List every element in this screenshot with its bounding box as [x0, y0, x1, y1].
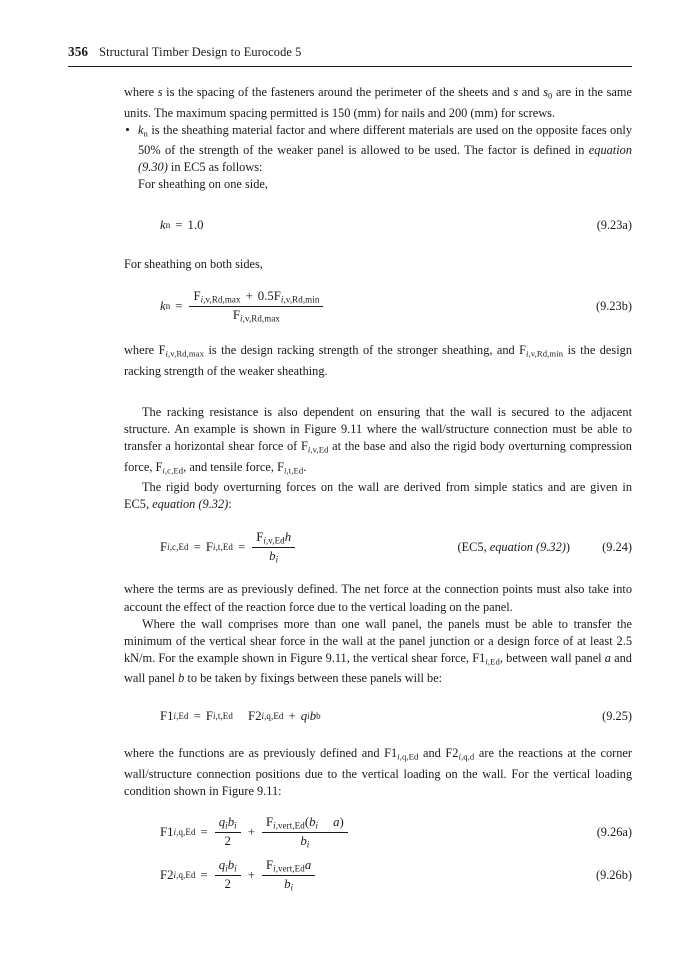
equation-9-25-body: F 1 i,Ed = F i,t,Ed F 2 i,q,Ed + q i b b: [160, 708, 321, 723]
equation-9-23a-number: (9.23a): [596, 217, 632, 232]
paragraph-terms-defined: where the terms are as previously defined. The net force at the connection points must also take into account the effect of the reaction force due to the vertical loading on the panel.: [124, 582, 632, 614]
equation-9-24-body: F i,c,Ed = F i,t,Ed = $\frac{F_{i,v,Ed}h}{b_i}$: [160, 530, 297, 565]
equation-9-23a-body: k n = 1.0: [160, 217, 204, 232]
equation-9-26a: [124, 813, 632, 851]
equation-9-23b: [124, 286, 632, 326]
paragraph-where-923: where $F_{i,v,Rd,max}$ is the design racking strength of the stronger sheathing, and $F_{i,v,Rd,min}$ is the design racking strength of the weaker sheathing.: [124, 343, 632, 378]
fraction-9-26b-first: [215, 858, 241, 891]
fraction-numerator: $q_ib_i$: [218, 858, 237, 874]
fraction-9-26b-second: [262, 858, 315, 893]
equation-9-26b-number: (9.26b): [596, 867, 632, 882]
bullet-dot-icon: [126, 128, 129, 131]
fraction-denominator: $F_{i,v,Rd,max}$: [189, 306, 323, 324]
equation-9-23a: [124, 213, 632, 237]
page-number: 356: [68, 44, 89, 59]
fraction-9-24: [252, 530, 295, 565]
fraction-numerator: $F_{i,v,Rd,max} + 0.5F_{i,v,Rd,min}$: [193, 289, 320, 305]
equation-9-23a-value: 1.0: [187, 217, 204, 232]
equation-9-24-number: (9.24): [602, 539, 632, 554]
list-item: $k_n$ is the sheathing material factor and where different materials are used on the opposite faces only 50% of the strength of the weaker panel is allowed to be used. The factor is defined in equation (9.30) in EC5 as follows: For sheathing on one side,: [124, 122, 632, 194]
paragraph-racking-resistance: The racking resistance is also dependent on ensuring that the wall is secured to the adjacent structure. An example is shown in Figure 9.11 where the wall/structure connection must be able to transfer a horizontal shear force of $F_{i,v,Ed}$ at the base and also the rigid body overturning compression force, $F_{i,c,Ed}$, and tensile force, $F_{i,t,Ed}$.: [124, 405, 632, 476]
paragraph-wall-panels: Where the wall comprises more than one wall panel, the panels must be able to transfer the minimum of the vertical shear force in the wall at the panel junction or a design force of at least 2.5 kN/m. For the example shown in Figure 9.11, the vertical shear force, $F1_{i,Ed}$, between wall panel a and wall panel b to be taken by fixings between these panels will be:: [124, 616, 632, 686]
fraction-denominator: $b_i$: [262, 832, 348, 850]
equation-9-25: [124, 704, 632, 728]
equation-9-26a-body: F 1 i,q,Ed = $\frac{q_ib_i}{2}$ + $\frac{F_{i,vert,Ed}(b_i a)}{b_i}$: [160, 815, 350, 850]
lead-in-one-side: For sheathing on one side,: [138, 177, 268, 192]
equation-9-24-source-italic: equation (9.32): [489, 539, 566, 554]
fraction-numerator: $F_{i,vert,Ed}a$: [265, 857, 312, 874]
equation-9-24: [124, 528, 632, 566]
equation-reference-930: equation (9.30): [138, 143, 632, 175]
equation-9-25-number: (9.25): [602, 708, 632, 723]
paragraph-spacing: where s is the spacing of the fasteners around the perimeter of the sheets and s and $s_0$ are in the same units. The maximum spacing permitted is 150 (mm) for nails and 200 (mm) for screws.: [124, 85, 632, 120]
fraction-denominator: $b_i$: [252, 547, 295, 565]
equation-9-26b-body: F 2 i,q,Ed = $\frac{q_ib_i}{2}$ + $\frac{F_{i,vert,Ed}a}{b_i}$: [160, 858, 317, 893]
header-rule: [68, 66, 632, 67]
fraction-numerator: $F_{i,vert,Ed}(b_i$ a): [265, 814, 344, 831]
fraction-denominator: 2: [215, 832, 241, 849]
fraction-numerator: $F_{i,v,Ed}h$: [256, 530, 292, 546]
equation-9-24-source-tag: (EC5, equation (9.32)): [457, 539, 570, 554]
fraction-denominator: $b_i$: [262, 875, 315, 893]
equation-reference-932: equation (9.32): [152, 497, 229, 512]
lead-in-both-sides: For sheathing on both sides,: [124, 257, 263, 272]
fraction-denominator: 2: [215, 875, 241, 892]
equation-9-23b-body: k n = $\frac{F_{i,v,Rd,max} + 0.5F_{i,v,Rd,min}}{F_{i,v,Rd,max}}$: [160, 289, 325, 324]
fraction-9-23b: [189, 289, 323, 324]
bullet-list: [124, 122, 632, 194]
fraction-9-26a-first: [215, 815, 241, 848]
paragraph-functions-defined: where the functions are as previously defined and $F1_{i,q,Ed}$ and $F2_{i,q,d}$ are the reactions at the corner wall/structure connection positions due to the vertical loading on the wall. For the vertical loading condition shown in Figure 9.11:: [124, 746, 633, 798]
equation-9-23b-number: (9.23b): [596, 298, 632, 313]
equation-9-26b: [124, 856, 632, 894]
text-column: [124, 84, 632, 894]
fraction-9-26a-second: [262, 815, 348, 850]
running-head-title: Structural Timber Design to Eurocode 5: [99, 45, 302, 59]
fraction-numerator: $q_ib_i$: [218, 815, 237, 831]
paragraph-rigid-body: The rigid body overturning forces on the wall are derived from simple statics and are given in EC5, equation (9.32):: [124, 480, 632, 512]
equation-9-26a-number: (9.26a): [596, 824, 632, 839]
running-head: [68, 44, 632, 60]
